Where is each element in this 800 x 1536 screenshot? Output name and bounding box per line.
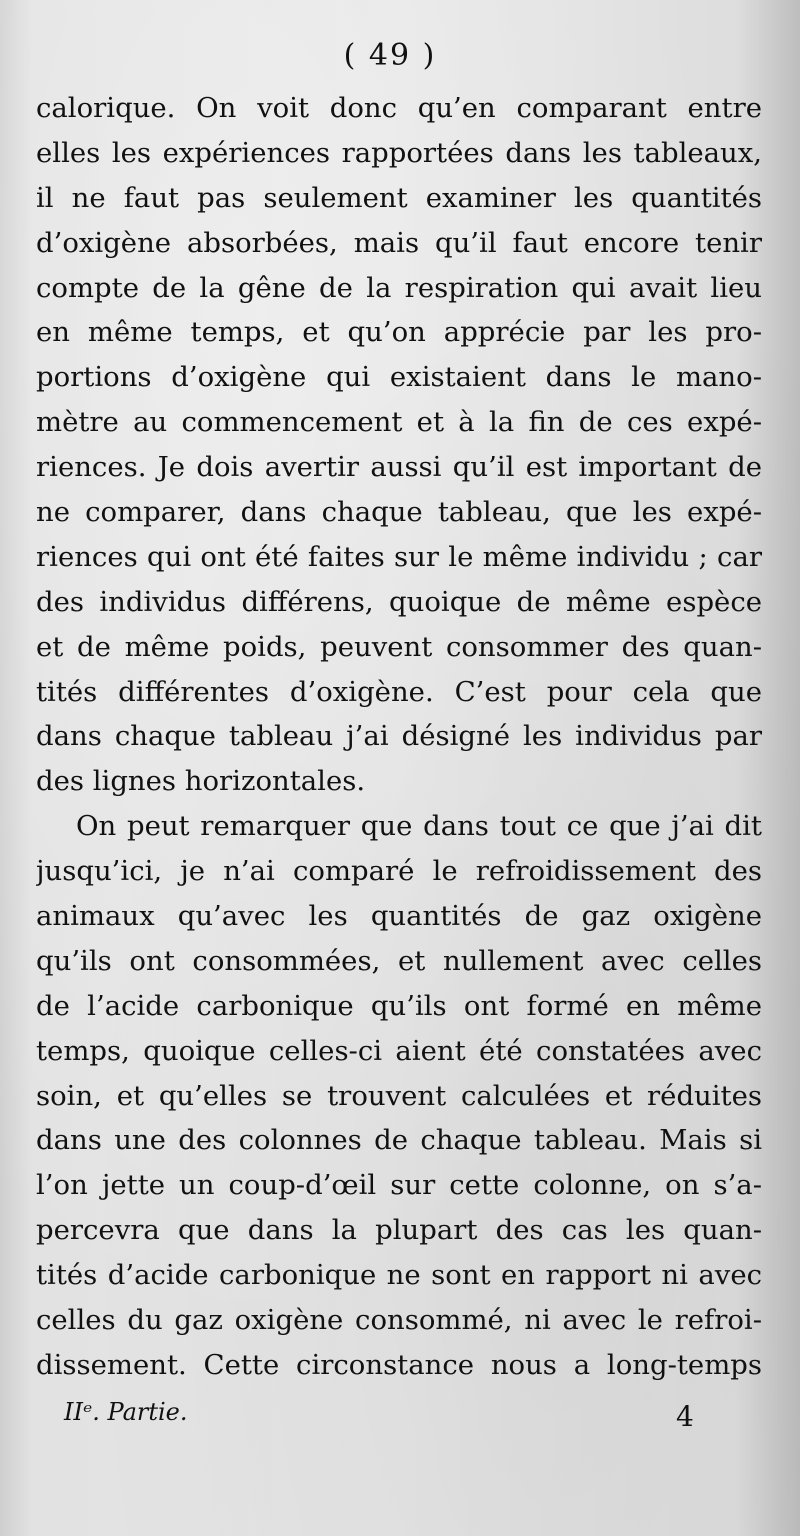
paragraph-1 bbox=[36, 86, 762, 804]
text-line: soin, et qu’elles se trouvent calculées et réduites bbox=[36, 1079, 762, 1112]
text-line: il ne faut pas seulement examiner les quantités bbox=[36, 181, 762, 214]
text-line: On peut remarquer que dans tout ce que j’ai dit bbox=[76, 810, 762, 843]
text-line: qu’ils ont consommées, et nullement avec celles bbox=[36, 944, 762, 977]
signature-mark: 4 bbox=[676, 1400, 694, 1433]
text-line: dissement. Cette circonstance nous a long-temps bbox=[36, 1348, 762, 1381]
paragraph-2 bbox=[36, 804, 762, 1388]
text-line: elles les expériences rapportées dans les tableaux, bbox=[36, 136, 762, 169]
text-line: dans chaque tableau j’ai désigné les individus par bbox=[36, 720, 762, 753]
text-line: des lignes horizontales. bbox=[36, 765, 366, 798]
text-line: percevra que dans la plupart des cas les quan- bbox=[36, 1214, 762, 1247]
text-line: en même temps, et qu’on apprécie par les pro- bbox=[36, 316, 762, 349]
text-line: des individus différens, quoique de même espèce bbox=[36, 585, 762, 618]
text-line: jusqu’ici, je n’ai comparé le refroidissement des bbox=[36, 855, 762, 888]
body-text bbox=[36, 86, 762, 1388]
text-line: et de même poids, peuvent consommer des quan- bbox=[36, 630, 762, 663]
page-footer bbox=[64, 1398, 704, 1433]
text-line: portions d’oxigène qui existaient dans le mano- bbox=[36, 361, 762, 394]
text-line: riences. Je dois avertir aussi qu’il est important de bbox=[36, 451, 762, 484]
text-line: temps, quoique celles-ci aient été constatées avec bbox=[36, 1034, 762, 1067]
text-line: tités différentes d’oxigène. C’est pour cela que bbox=[36, 675, 762, 708]
text-line: d’oxigène absorbées, mais qu’il faut encore tenir bbox=[36, 226, 762, 259]
text-line: compte de la gêne de la respiration qui avait lieu bbox=[36, 271, 762, 304]
text-line: dans une des colonnes de chaque tableau. Mais si bbox=[36, 1124, 762, 1157]
page-number: ( 49 ) bbox=[343, 38, 437, 73]
text-line: de l’acide carbonique qu’ils ont formé en même bbox=[36, 989, 762, 1022]
text-line: animaux qu’avec les quantités de gaz oxigène bbox=[36, 900, 762, 933]
text-line: riences qui ont été faites sur le même individu ; car bbox=[36, 540, 762, 573]
text-line: celles du gaz oxigène consommé, ni avec le refroi- bbox=[36, 1304, 762, 1337]
text-line: calorique. On voit donc qu’en comparant entre bbox=[36, 92, 762, 124]
text-line: ne comparer, dans chaque tableau, que les expé- bbox=[36, 496, 762, 529]
text-line: mètre au commencement et à la fin de ces expé- bbox=[36, 406, 762, 439]
part-label: IIᵉ. Partie. bbox=[64, 1398, 188, 1426]
text-line: tités d’acide carbonique ne sont en rapport ni avec bbox=[36, 1259, 762, 1292]
text-line: l’on jette un coup-d’œil sur cette colonne, on s’a- bbox=[36, 1169, 762, 1202]
